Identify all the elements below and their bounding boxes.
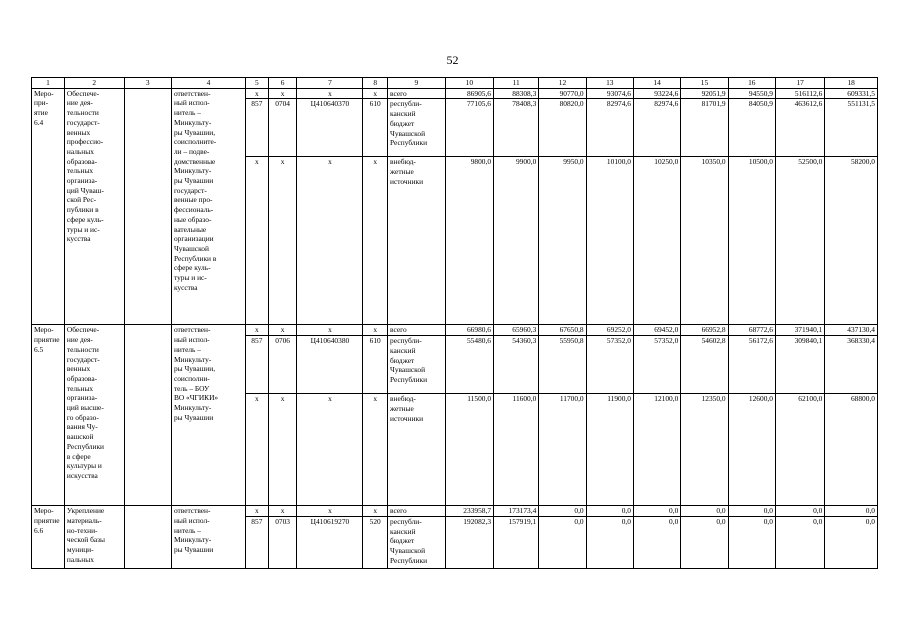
amount-value: 11600,0 xyxy=(494,394,539,506)
section-code: x xyxy=(268,157,297,325)
column-header: 5 xyxy=(246,78,269,89)
amount-value: 54360,3 xyxy=(494,336,539,394)
target-code: Ц410640380 xyxy=(297,336,363,394)
amount-value: 371940,1 xyxy=(775,325,824,336)
amount-value: 56172,6 xyxy=(728,336,775,394)
funding-source: всего xyxy=(388,506,446,517)
column-header: 17 xyxy=(775,78,824,89)
amount-value: 0,0 xyxy=(825,516,878,568)
amount-value: 92051,9 xyxy=(681,88,728,99)
amount-value: 10250,0 xyxy=(633,157,680,325)
amount-value: 94550,9 xyxy=(728,88,775,99)
measure-executor: ответствен- ный испол- нитель – Минкульту- ры Чувашии, соисполните- ли – подве- домственные Минкульту- ры Чувашии государст- венные про- фессиональ- ные образо- вательные организации Чувашской Республики в сфере куль- туры и ис- кусства xyxy=(171,88,245,325)
amount-value: 0,0 xyxy=(681,516,728,568)
amount-value: 69452,0 xyxy=(633,325,680,336)
amount-value: 52500,0 xyxy=(775,157,824,325)
funding-source: республи- канский бюджет Чувашской Республики xyxy=(388,336,446,394)
amount-value: 0,0 xyxy=(539,516,586,568)
amount-value: 9950,0 xyxy=(539,157,586,325)
amount-value: 10350,0 xyxy=(681,157,728,325)
ministry-code: x xyxy=(246,88,269,99)
measure-label: Меро- при- ятие 6.4 xyxy=(32,88,65,325)
section-code: 0704 xyxy=(268,99,297,157)
section-code: 0706 xyxy=(268,336,297,394)
amount-value: 9800,0 xyxy=(445,157,493,325)
expense-type-code: x xyxy=(363,157,388,325)
column-header: 15 xyxy=(681,78,728,89)
ministry-code: 857 xyxy=(246,99,269,157)
amount-value: 192082,3 xyxy=(445,516,493,568)
measure-executor: ответствен- ный испол- нитель – Минкульту- ры Чувашии xyxy=(171,506,245,569)
amount-value: 84050,9 xyxy=(728,99,775,157)
amount-value: 66980,6 xyxy=(445,325,493,336)
column-header: 16 xyxy=(728,78,775,89)
amount-value: 233958,7 xyxy=(445,506,493,517)
budget-table xyxy=(31,77,878,569)
amount-value: 609331,5 xyxy=(825,88,878,99)
amount-value: 57352,0 xyxy=(586,336,633,394)
funding-source: республи- канский бюджет Чувашской Республики xyxy=(388,99,446,157)
target-code: x xyxy=(297,506,363,517)
amount-value: 82974,6 xyxy=(633,99,680,157)
column-header: 6 xyxy=(268,78,297,89)
section-code: x xyxy=(268,394,297,506)
amount-value: 0,0 xyxy=(586,516,633,568)
column-header: 1 xyxy=(32,78,65,89)
section-code: x xyxy=(268,506,297,517)
amount-value: 58200,0 xyxy=(825,157,878,325)
header-row xyxy=(32,78,878,89)
amount-value: 93224,6 xyxy=(633,88,680,99)
funding-source: внебюд- жетные источники xyxy=(388,394,446,506)
amount-value: 12350,0 xyxy=(681,394,728,506)
column-header: 9 xyxy=(388,78,446,89)
funding-source: республи- канский бюджет Чувашской Республики xyxy=(388,516,446,568)
amount-value: 437130,4 xyxy=(825,325,878,336)
amount-value: 551131,5 xyxy=(825,99,878,157)
column-header: 8 xyxy=(363,78,388,89)
amount-value: 90770,0 xyxy=(539,88,586,99)
amount-value: 86905,6 xyxy=(445,88,493,99)
amount-value: 368330,4 xyxy=(825,336,878,394)
amount-value: 88308,3 xyxy=(494,88,539,99)
column-header: 12 xyxy=(539,78,586,89)
amount-value: 157919,1 xyxy=(494,516,539,568)
amount-value: 69252,0 xyxy=(586,325,633,336)
amount-value: 93074,6 xyxy=(586,88,633,99)
expense-type-code: x xyxy=(363,325,388,336)
section-code: x xyxy=(268,325,297,336)
amount-value: 0,0 xyxy=(586,506,633,517)
column-header: 3 xyxy=(124,78,171,89)
amount-value: 0,0 xyxy=(728,516,775,568)
section-code: x xyxy=(268,88,297,99)
measure-description: Обеспече- ние дея- тельности государст- венных образова- тельных организа- ций высше- го образо- вания Чу- вашской Республики в сфере культуры и искусства xyxy=(64,325,124,506)
amount-value: 0,0 xyxy=(539,506,586,517)
amount-value: 55480,6 xyxy=(445,336,493,394)
column-header: 13 xyxy=(586,78,633,89)
target-code: x xyxy=(297,157,363,325)
amount-value: 62100,0 xyxy=(775,394,824,506)
amount-value: 0,0 xyxy=(775,506,824,517)
amount-value: 78408,3 xyxy=(494,99,539,157)
amount-value: 11900,0 xyxy=(586,394,633,506)
page-number: 52 xyxy=(446,53,459,67)
amount-value: 80820,0 xyxy=(539,99,586,157)
target-code: Ц410619270 xyxy=(297,516,363,568)
amount-value: 54602,8 xyxy=(681,336,728,394)
amount-value: 0,0 xyxy=(728,506,775,517)
measure-label: Меро- приятие 6.5 xyxy=(32,325,65,506)
amount-value: 10100,0 xyxy=(586,157,633,325)
measure-executor: ответствен- ный испол- нитель – Минкульту- ры Чувашии, соисполни- тель – БОУ ВО «ЧГИКИ» Минкульту- ры Чувашии xyxy=(171,325,245,506)
funding-source: всего xyxy=(388,325,446,336)
amount-value: 9900,0 xyxy=(494,157,539,325)
ministry-code: x xyxy=(246,506,269,517)
table-row xyxy=(32,88,878,99)
target-code: x xyxy=(297,325,363,336)
measure-description: Укрепление материаль- но-техни- ческой базы муници- пальных xyxy=(64,506,124,569)
amount-value: 0,0 xyxy=(633,506,680,517)
amount-value: 68800,0 xyxy=(825,394,878,506)
amount-value: 173173,4 xyxy=(494,506,539,517)
amount-value: 0,0 xyxy=(633,516,680,568)
ministry-code: 857 xyxy=(246,516,269,568)
expense-type-code: 610 xyxy=(363,336,388,394)
amount-value: 0,0 xyxy=(681,506,728,517)
table-row xyxy=(32,325,878,336)
amount-value: 12100,0 xyxy=(633,394,680,506)
empty-cell xyxy=(124,506,171,569)
amount-value: 11700,0 xyxy=(539,394,586,506)
amount-value: 55950,8 xyxy=(539,336,586,394)
ministry-code: 857 xyxy=(246,336,269,394)
amount-value: 463612,6 xyxy=(775,99,824,157)
column-header: 11 xyxy=(494,78,539,89)
column-header: 14 xyxy=(633,78,680,89)
expense-type-code: x xyxy=(363,88,388,99)
amount-value: 67650,8 xyxy=(539,325,586,336)
column-header: 4 xyxy=(171,78,245,89)
measure-description: Обеспече- ние дея- тельности государст- венных профессио- нальных образова- тельных организа- ций Чуваш- ской Рес- публики в сфере куль- туры и ис- кусства xyxy=(64,88,124,325)
amount-value: 11500,0 xyxy=(445,394,493,506)
amount-value: 77105,6 xyxy=(445,99,493,157)
measure-label: Меро- приятие 6.6 xyxy=(32,506,65,569)
target-code: Ц410640370 xyxy=(297,99,363,157)
amount-value: 57352,0 xyxy=(633,336,680,394)
target-code: x xyxy=(297,88,363,99)
amount-value: 10500,0 xyxy=(728,157,775,325)
funding-source: внебюд- жетные источники xyxy=(388,157,446,325)
amount-value: 0,0 xyxy=(775,516,824,568)
amount-value: 65960,3 xyxy=(494,325,539,336)
amount-value: 12600,0 xyxy=(728,394,775,506)
amount-value: 82974,6 xyxy=(586,99,633,157)
amount-value: 0,0 xyxy=(825,506,878,517)
expense-type-code: 520 xyxy=(363,516,388,568)
empty-cell xyxy=(124,325,171,506)
target-code: x xyxy=(297,394,363,506)
amount-value: 81701,9 xyxy=(681,99,728,157)
column-header: 2 xyxy=(64,78,124,89)
ministry-code: x xyxy=(246,157,269,325)
empty-cell xyxy=(124,88,171,325)
ministry-code: x xyxy=(246,394,269,506)
ministry-code: x xyxy=(246,325,269,336)
amount-value: 309840,1 xyxy=(775,336,824,394)
column-header: 10 xyxy=(445,78,493,89)
section-code: 0703 xyxy=(268,516,297,568)
amount-value: 66952,8 xyxy=(681,325,728,336)
table-row xyxy=(32,506,878,517)
column-header: 18 xyxy=(825,78,878,89)
column-header: 7 xyxy=(297,78,363,89)
expense-type-code: 610 xyxy=(363,99,388,157)
funding-source: всего xyxy=(388,88,446,99)
expense-type-code: x xyxy=(363,394,388,506)
amount-value: 516112,6 xyxy=(775,88,824,99)
expense-type-code: x xyxy=(363,506,388,517)
amount-value: 68772,6 xyxy=(728,325,775,336)
